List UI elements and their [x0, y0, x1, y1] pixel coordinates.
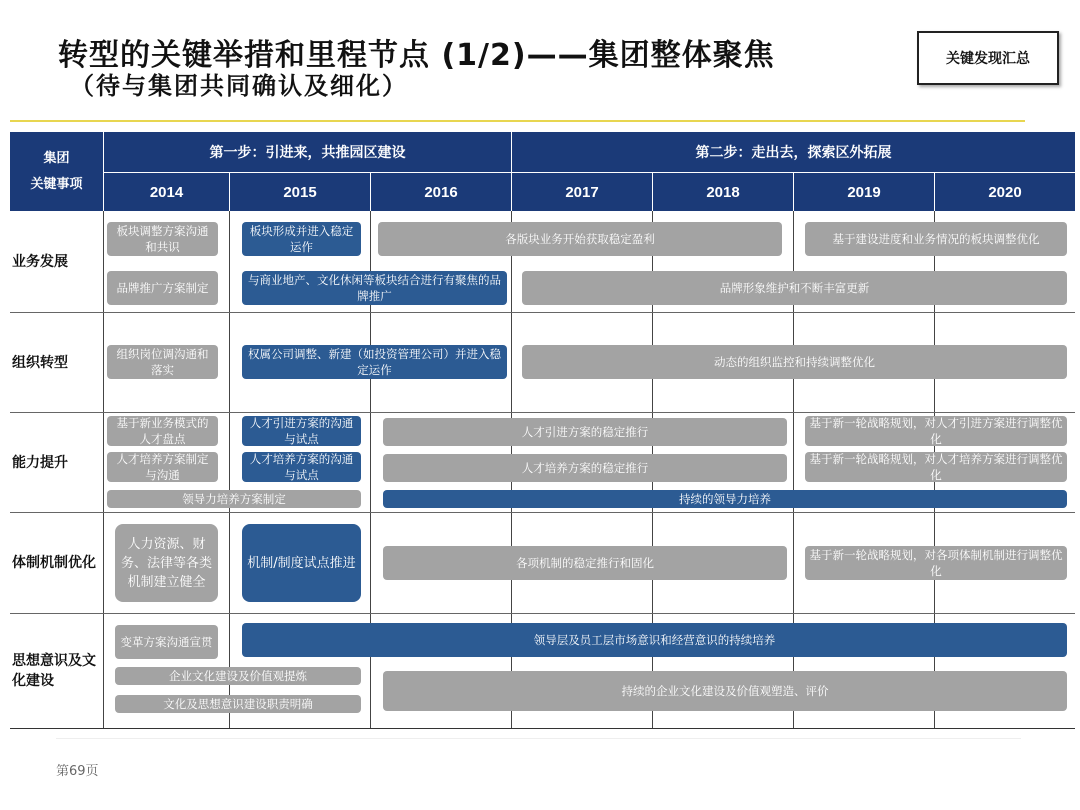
key-findings-tag: 关键发现汇总	[917, 31, 1059, 85]
row-label-mechanism: 体制机制优化	[12, 555, 96, 571]
task-bar: 各项机制的稳定推行和固化	[383, 546, 787, 580]
task-bar: 人才引进方案的沟通与试点	[242, 416, 361, 446]
title-divider	[10, 120, 1025, 122]
task-bar: 持续的领导力培养	[383, 490, 1067, 508]
task-bar: 与商业地产、文化休闲等板块结合进行有聚焦的品牌推广	[242, 271, 507, 305]
header-corner: 集团 关键事项	[10, 132, 103, 211]
task-bar: 组织岗位调沟通和落实	[107, 345, 218, 379]
task-bar: 人才引进方案的稳定推行	[383, 418, 787, 446]
header-year-2014: 2014	[104, 173, 229, 211]
header-step-1: 第一步：引进来，共推园区建设	[104, 132, 511, 172]
task-bar: 基于新一轮战略规划，对人才培养方案进行调整优化	[805, 452, 1067, 482]
task-bar: 动态的组织监控和持续调整优化	[522, 345, 1067, 379]
task-bar: 机制/制度试点推进	[242, 524, 361, 602]
task-bar: 文化及思想意识建设职责明确	[115, 695, 361, 713]
row-label-organization: 组织转型	[12, 354, 68, 371]
header-year-2019: 2019	[794, 173, 934, 211]
task-bar: 基于新一轮战略规划，对人才引进方案进行调整优化	[805, 416, 1067, 446]
task-bar: 基于新业务模式的人才盘点	[107, 416, 218, 446]
task-bar: 人才培养方案的沟通与试点	[242, 452, 361, 482]
header-step-2: 第二步：走出去，探索区外拓展	[512, 132, 1075, 172]
grid-line	[229, 211, 230, 729]
grid-line	[103, 211, 104, 729]
grid-line	[10, 613, 1075, 614]
task-bar: 权属公司调整、新建（如投资管理公司）并进入稳定运作	[242, 345, 507, 379]
task-bar: 人才培养方案的稳定推行	[383, 454, 787, 482]
task-bar: 各版块业务开始获取稳定盈利	[378, 222, 782, 256]
task-bar: 基于建设进度和业务情况的板块调整优化	[805, 222, 1067, 256]
task-bar: 品牌形象维护和不断丰富更新	[522, 271, 1067, 305]
header-year-2018: 2018	[653, 173, 793, 211]
header-year-2017: 2017	[512, 173, 652, 211]
grid-line	[10, 312, 1075, 313]
row-label-culture: 思想意识及文化建设	[12, 653, 96, 689]
grid-line	[10, 512, 1075, 513]
footer-divider	[56, 738, 1021, 739]
task-bar: 品牌推广方案制定	[107, 271, 218, 305]
task-bar: 领导力培养方案制定	[107, 490, 361, 508]
header-year-2016: 2016	[371, 173, 511, 211]
page-title: 转型的关键举措和里程节点 (1/2)——集团整体聚焦	[58, 38, 775, 73]
task-bar: 人力资源、财务、法律等各类机制建立健全	[115, 524, 218, 602]
task-bar: 板块形成并进入稳定运作	[242, 222, 361, 256]
roadmap-table	[10, 132, 1075, 729]
task-bar: 领导层及员工层市场意识和经营意识的持续培养	[242, 623, 1067, 657]
header-year-2015: 2015	[230, 173, 370, 211]
grid-line	[10, 728, 1075, 729]
task-bar: 持续的企业文化建设及价值观塑造、评价	[383, 671, 1067, 711]
grid-line	[10, 412, 1075, 413]
page-subtitle: （待与集团共同确认及细化）	[70, 72, 408, 100]
task-bar: 基于新一轮战略规划，对各项体制机制进行调整优化	[805, 546, 1067, 580]
row-label-capability: 能力提升	[12, 454, 68, 471]
header-year-2020: 2020	[935, 173, 1075, 211]
row-label-business: 业务发展	[12, 253, 68, 270]
page-number: 第69页	[56, 764, 99, 779]
task-bar: 变革方案沟通宣贯	[115, 625, 218, 659]
task-bar: 人才培养方案制定与沟通	[107, 452, 218, 482]
task-bar: 板块调整方案沟通和共识	[107, 222, 218, 256]
task-bar: 企业文化建设及价值观提炼	[115, 667, 361, 685]
